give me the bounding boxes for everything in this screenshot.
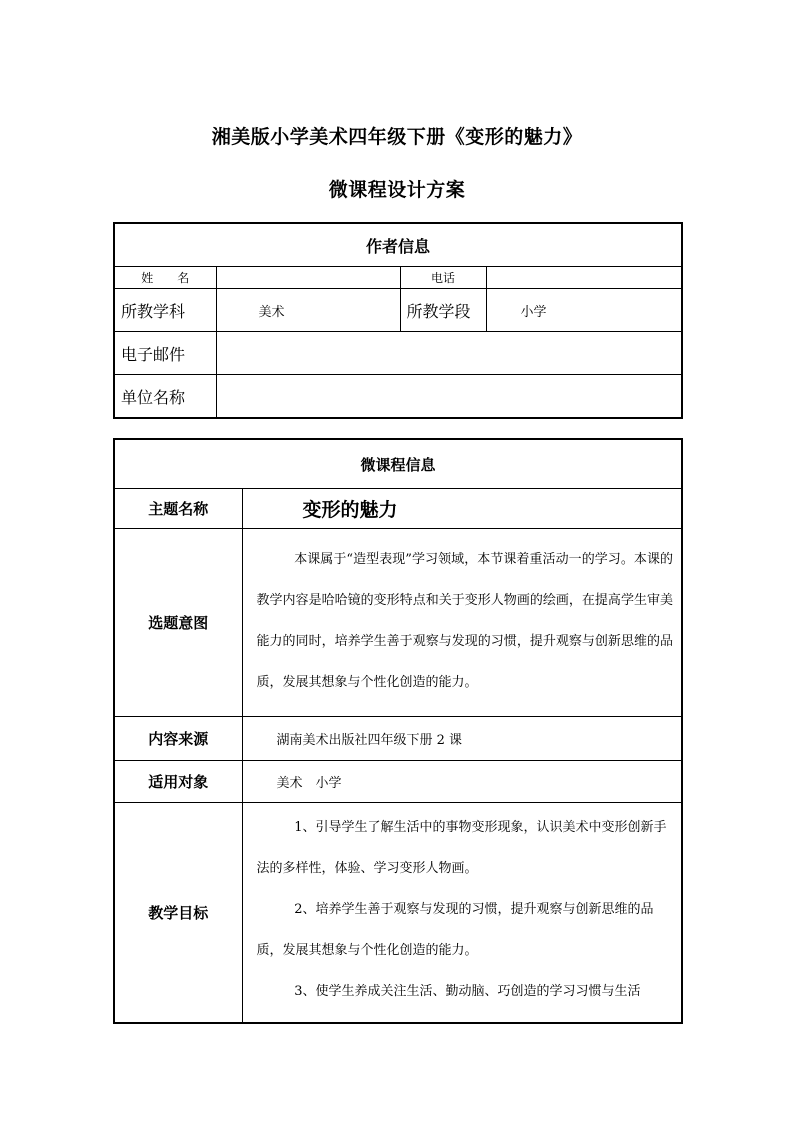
- name-value: [216, 267, 400, 289]
- goal-item: 2、培养学生善于观察与发现的习惯，提升观察与创新思维的品质，发展其想象与个性化创造的能力。: [256, 902, 654, 958]
- author-info-header: 作者信息: [114, 223, 682, 267]
- audience-label: 适用对象: [114, 761, 242, 803]
- course-info-header: 微课程信息: [114, 439, 682, 489]
- unit-value: [216, 375, 682, 419]
- goals-label: 教学目标: [114, 803, 242, 1023]
- unit-label: 单位名称: [114, 375, 216, 419]
- name-label: 姓 名: [114, 267, 216, 289]
- topic-value: 变形的魅力: [242, 489, 682, 529]
- subject-value: 美术: [216, 289, 400, 332]
- stage-value: 小学: [486, 289, 682, 332]
- phone-label: 电话: [400, 267, 486, 289]
- intent-text: 本课属于“造型表现”学习领域，本节课着重活动一的学习。本课的教学内容是哈哈镜的变形特点和关于变形人物画的绘画，在提高学生审美能力的同时，培养学生善于观察与发现的习惯，提升观察与创新思维的品质，发展其想象与个性化创造的能力。: [242, 529, 682, 717]
- document-subtitle: 微课程设计方案: [328, 179, 466, 201]
- source-label: 内容来源: [114, 717, 242, 761]
- email-label: 电子邮件: [114, 332, 216, 375]
- goal-item: 1、引导学生了解生活中的事物变形现象，认识美术中变形创新手法的多样性，体验、学习变形人物画。: [256, 820, 667, 876]
- email-value: [216, 332, 682, 375]
- document-title: 湘美版小学美术四年级下册《变形的魅力》: [211, 126, 583, 148]
- phone-value: [486, 267, 682, 289]
- stage-label: 所教学段: [400, 289, 486, 332]
- audience-value: 美术 小学: [242, 761, 682, 803]
- topic-label: 主题名称: [114, 489, 242, 529]
- author-info-table: [113, 222, 683, 419]
- goals-cell: [242, 803, 682, 1023]
- subject-label: 所教学科: [114, 289, 216, 332]
- goal-item: 3、使学生养成关注生活、勤动脑、巧创造的学习习惯与生活: [294, 984, 641, 999]
- source-value: 湖南美术出版社四年级下册 2 课: [242, 717, 682, 761]
- course-info-table: [113, 438, 683, 1024]
- intent-label: 选题意图: [114, 529, 242, 717]
